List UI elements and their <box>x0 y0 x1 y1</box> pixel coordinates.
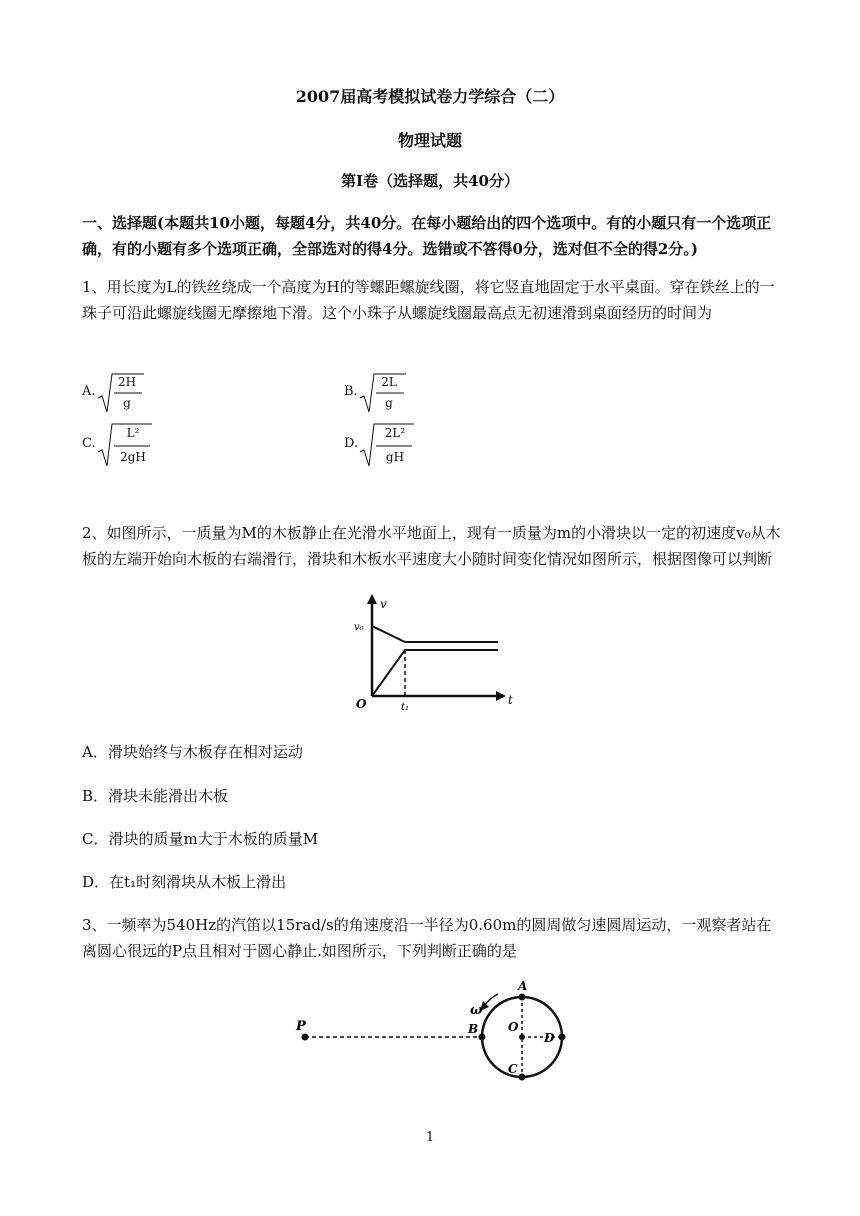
point-p-dot <box>302 1034 309 1041</box>
v-axis-arrow-icon <box>367 594 377 604</box>
question-3-text: 3、一频率为540Hz的汽笛以15rad/s的角速度沿一半径为0.60m的圆周做匀速圆周运动，一观察者站在离圆心很远的P点且相对于圆心静止.如图所示，下列判断正确的是 <box>82 916 772 960</box>
option-d <box>344 422 424 470</box>
fraction-numerator: 2H <box>117 375 137 389</box>
question-2-option-d: D．在t₁时刻滑块从木板上滑出 <box>82 873 287 891</box>
t1-label: t₁ <box>401 702 410 712</box>
label-c: C <box>508 1062 518 1076</box>
label-a: A <box>518 980 528 993</box>
document-title: 2007届高考模拟试卷力学综合（二） <box>295 87 565 106</box>
fraction-denominator: g <box>385 396 393 410</box>
page-number: 1 <box>425 1130 435 1145</box>
option-label: A. <box>82 384 96 399</box>
v0-label: v₀ <box>354 622 364 633</box>
block-velocity-line <box>372 626 498 642</box>
label-o: O <box>508 1020 519 1034</box>
option-a <box>82 372 152 416</box>
volume-heading: 第Ⅰ卷（选择题，共40分） <box>341 172 519 190</box>
point-b-dot <box>479 1034 486 1041</box>
t-axis-arrow-icon <box>496 691 506 701</box>
origin-label: O <box>356 697 367 711</box>
point-o-dot <box>519 1034 525 1040</box>
option-label: D. <box>344 436 359 451</box>
option-c <box>82 422 162 470</box>
section-heading: 一、选择题(本题共10小题，每题4分，共40分。在每小题给出的四个选项中。有的小题只有一个选项正确，有的小题有多个选项正确，全部选对的得4分。选错或不答得0分，选对但不全的得2分。) <box>82 214 772 258</box>
fraction-numerator: 2L <box>381 375 397 389</box>
fraction-denominator: g <box>123 396 131 410</box>
circular-motion-figure <box>290 980 590 1090</box>
fraction-numerator: L² <box>126 426 140 440</box>
fraction-numerator: 2L² <box>384 426 406 440</box>
board-velocity-line <box>372 650 498 696</box>
fraction-denominator: 2gH <box>120 450 146 464</box>
velocity-time-graph <box>350 592 530 712</box>
question-1-text: 1、用长度为L的铁丝绕成一个高度为H的等螺距螺旋线圈，将它竖直地固定于水平桌面。穿在铁丝上的一珠子可沿此螺旋线圈无摩擦地下滑。这个小珠子从螺旋线圈最高点无初速滑到桌面经历的时间为 <box>82 278 775 322</box>
t-axis-label: t <box>508 693 513 707</box>
question-2-option-b: B．滑块未能滑出木板 <box>82 787 229 805</box>
label-d: D <box>544 1031 555 1045</box>
label-b: B <box>468 1022 479 1036</box>
option-b <box>344 372 414 416</box>
question-2-option-c: C．滑块的质量m大于木板的质量M <box>82 830 319 848</box>
point-a-dot <box>519 994 526 1001</box>
point-c-dot <box>519 1074 526 1081</box>
question-2-option-a: A．滑块始终与木板存在相对运动 <box>82 743 303 761</box>
fraction-denominator: gH <box>385 450 405 464</box>
label-p: P <box>296 1019 306 1034</box>
question-2-text: 2、如图所示，一质量为M的木板静止在光滑水平地面上，现有一质量为m的小滑块以一定的初速度v₀从木板的左端开始向木板的右端滑行，滑块和木板水平速度大小随时间变化情况如图所示，根据图像可以判断 <box>82 524 781 568</box>
label-omega: ω <box>470 1003 483 1018</box>
option-label: C. <box>82 436 96 451</box>
point-d-dot <box>559 1034 566 1041</box>
v-axis-label: v <box>380 597 387 611</box>
document-subtitle: 物理试题 <box>397 131 462 150</box>
option-label: B. <box>344 384 358 399</box>
